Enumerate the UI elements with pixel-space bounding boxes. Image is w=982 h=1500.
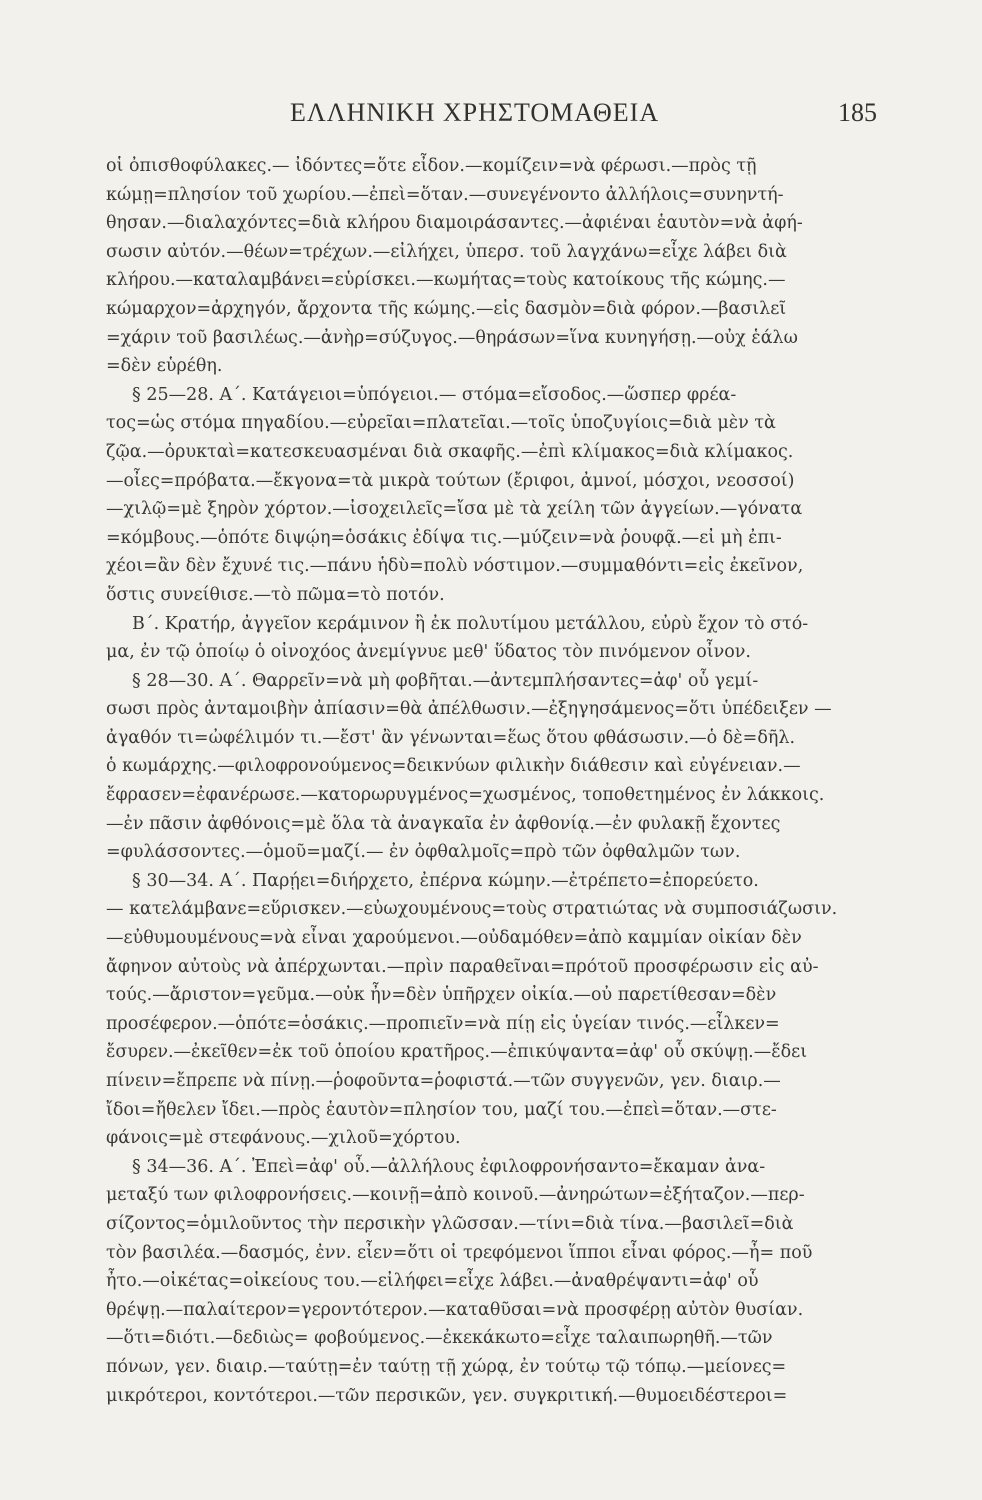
section-start-line: § 30—34. Α΄. Παρῄει=διήρχετο, ἐπέρνα κώμην.—ἐτρέπετο=ἐπορεύετο. (132, 870, 759, 891)
section-start-line: § 25—28. Α΄. Κατάγειοι=ὑπόγειοι.— στόμα=εἴσοδος.—ὥσπερ φρέα- (132, 384, 737, 405)
text-line: τος=ὡς στόμα πηγαδίου.—εὐρεῖαι=πλατεῖαι.—τοῖς ὑποζυγίοις=διὰ μὲν τὰ (106, 413, 776, 434)
text-line: ὁ κωμάρχης.—φιλοφρονούμενος=δεικνύων φιλικὴν διάθεσιν καὶ εὐγένειαν.— (106, 756, 801, 777)
text-line: κώμῃ=πλησίον τοῦ χωρίου.—ἐπεὶ=ὅταν.—συνεγένοντο ἀλλήλοις=συνηντή- (106, 184, 784, 205)
text-line: —ὅτι=διότι.—δεδιὼς= φοβούμενος.—ἐκεκάκωτο=εἶχε ταλαιπωρηθῆ.—τῶν (106, 1328, 773, 1349)
text-line: θησαν.—διαλαχόντες=διὰ κλήρου διαμοιράσαντες.—ἀφιέναι ἑαυτὸν=νὰ ἀφή- (106, 213, 803, 234)
text-line: πόνων, γεν. διαιρ.—ταύτῃ=ἐν ταύτῃ τῇ χώρᾳ, ἐν τούτῳ τῷ τόπῳ.—μείονες= (106, 1356, 787, 1377)
commentary-text (106, 152, 866, 1410)
text-line: μικρότεροι, κοντότεροι.—τῶν περσικῶν, γεν. συγκριτική.—θυμοειδέστεροι= (106, 1385, 788, 1406)
text-line: πίνειν=ἔπρεπε νὰ πίνῃ.—ῥοφοῦντα=ῥοφιστά.—τῶν συγγενῶν, γεν. διαιρ.— (106, 1071, 781, 1091)
page-title: ΕΛΛΗΝΙΚΗ ΧΡΗΣΤΟΜΑΘΕΙΑ (290, 98, 660, 127)
text-line: θρέψῃ.—παλαίτερον=γεροντότερον.—καταθῦσαι=νὰ προσφέρῃ αὐτὸν θυσίαν. (106, 1299, 804, 1320)
text-line: —οἶες=πρόβατα.—ἔκγονα=τὰ μικρὰ τούτων (ἔριφοι, ἀμνοί, μόσχοι, νεοσσοί) (106, 470, 795, 491)
text-line: μεταξύ των φιλοφρονήσεις.—κοινῇ=ἀπὸ κοινοῦ.—ἀνηρώτων=ἐξήταζον.—περ- (106, 1185, 805, 1206)
text-line: προσέφερον.—ὁπότε=ὁσάκις.—προπιεῖν=νὰ πίῃ εἰς ὑγείαν τινός.—εἶλκεν= (106, 1013, 780, 1034)
text-line: —χιλῷ=μὲ ξηρὸν χόρτον.—ἰσοχειλεῖς=ἴσα μὲ τὰ χείλη τῶν ἀγγείων.—γόνατα (106, 499, 803, 520)
text-line: =κόμβους.—ὁπότε διψῴη=ὁσάκις ἐδίψα τις.—μύζειν=νὰ ῥουφᾷ.—εἰ μὴ ἐπι- (106, 527, 782, 548)
text-line: φάνοις=μὲ στεφάνους.—χιλοῦ=χόρτου. (106, 1128, 461, 1149)
text-line: ἔφρασεν=ἐφανέρωσε.—κατορωρυγμένος=χωσμένος, τοποθετημένος ἐν λάκκοις. (106, 785, 825, 806)
text-line: ἴδοι=ἤθελεν ἴδει.—πρὸς ἑαυτὸν=πλησίον του, μαζί του.—ἐπεὶ=ὅταν.—στε- (106, 1099, 777, 1120)
text-line: ἀγαθόν τι=ὠφέλιμόν τι.—ἔστ' ἂν γένωνται=ἕως ὅτου φθάσωσιν.—ὁ δὲ=δῆλ. (106, 727, 796, 748)
text-line: =δὲν εὑρέθη. (106, 356, 223, 377)
text-line: κώμαρχον=ἀρχηγόν, ἄρχοντα τῆς κώμης.—εἰς δασμὸν=διὰ φόρον.—βασιλεῖ (106, 298, 787, 319)
text-line: — κατελάμβανε=εὕρισκεν.—εὐωχουμένους=τοὺς στρατιώτας νὰ συμποσιάζωσιν. (106, 899, 838, 920)
section-start-line: § 28—30. Α΄. Θαρρεῖν=νὰ μὴ φοβῆται.—ἀντεμπλήσαντες=ἀφ' οὗ γεμί- (132, 670, 759, 691)
text-line: ἄφηνον αὐτοὺς νὰ ἀπέρχωνται.—πρὶν παραθεῖναι=πρότοῦ προσφέρωσιν εἰς αὐ- (106, 956, 819, 977)
text-line: ἔσυρεν.—ἐκεῖθεν=ἐκ τοῦ ὁποίου κρατῆρος.—ἐπικύψαντα=ἀφ' οὗ σκύψῃ.—ἔδει (106, 1042, 808, 1063)
section-start-line: Β΄. Κρατήρ, ἀγγεῖον κεράμινον ἢ ἐκ πολυτίμου μετάλλου, εὐρὺ ἔχον τὸ στό- (132, 613, 809, 634)
text-line: ζῷα.—ὀρυκταὶ=κατεσκευασμέναι διὰ σκαφῆς.—ἐπὶ κλίμακος=διὰ κλίμακος. (106, 441, 794, 462)
text-line: σωσιν αὐτόν.—θέων=τρέχων.—εἰλήχει, ὑπερσ. τοῦ λαγχάνω=εἶχε λάβει διὰ (106, 241, 787, 262)
text-line: κλήρου.—καταλαμβάνει=εὑρίσκει.—κωμήτας=τοὺς κατοίκους τῆς κώμης.— (106, 270, 786, 291)
text-line: χέοι=ἂν δὲν ἔχυνέ τις.—πάνυ ἡδὺ=πολὺ νόστιμον.—συμμαθόντι=εἰς ἐκεῖνον, (106, 556, 804, 577)
text-line: οἱ ὀπισθοφύλακες.— ἰδόντες=ὅτε εἶδον.—κομίζειν=νὰ φέρωσι.—πρὸς τῇ (106, 156, 757, 176)
text-line: ὅστις συνείθισε.—τὸ πῶμα=τὸ ποτόν. (106, 584, 445, 605)
text-line: =χάριν τοῦ βασιλέως.—ἀνὴρ=σύζυγος.—θηράσων=ἵνα κυνηγήσῃ.—οὐχ ἑάλω (106, 327, 798, 348)
running-header (0, 98, 982, 138)
page-number: 185 (838, 98, 877, 127)
text-line: μα, ἐν τῷ ὁποίῳ ὁ οἰνοχόος ἀνεμίγνυε μεθ' ὕδατος τὸν πινόμενον οἶνον. (106, 642, 751, 663)
text-line: τὸν βασιλέα.—δασμός, ἐνν. εἶεν=ὅτι οἱ τρεφόμενοι ἵπποι εἶναι φόρος.—ἦ= ποῦ (106, 1242, 813, 1263)
text-line: τούς.—ἄριστον=γεῦμα.—οὐκ ἦν=δὲν ὑπῆρχεν οἰκία.—οὐ παρετίθεσαν=δὲν (106, 985, 777, 1006)
text-line: σωσι πρὸς ἀνταμοιβὴν ἀπίασιν=θὰ ἀπέλθωσιν.—ἐξηγησάμενος=ὅτι ὑπέδειξεν — (106, 699, 832, 720)
text-line: —ἐν πᾶσιν ἀφθόνοις=μὲ ὅλα τὰ ἀναγκαῖα ἐν ἀφθονίᾳ.—ἐν φυλακῇ ἔχοντες (106, 813, 781, 834)
text-line: —εὐθυμουμένους=νὰ εἶναι χαρούμενοι.—οὐδαμόθεν=ἀπὸ καμμίαν οἰκίαν δὲν (106, 928, 802, 949)
text-line: ἦτο.—οἰκέτας=οἰκείους του.—εἰλήφει=εἶχε λάβει.—ἀναθρέψαντι=ἀφ' οὗ (106, 1271, 759, 1292)
text-line: =φυλάσσοντες.—ὁμοῦ=μαζί.— ἐν ὀφθαλμοῖς=πρὸ τῶν ὀφθαλμῶν των. (106, 842, 741, 863)
section-start-line: § 34—36. Α΄. Ἐπεὶ=ἀφ' οὗ.—ἀλλήλους ἐφιλοφρονήσαντο=ἔκαμαν ἀνα- (132, 1156, 766, 1177)
text-line: σίζοντος=ὁμιλοῦντος τὴν περσικὴν γλῶσσαν.—τίνι=διὰ τίνα.—βασιλεῖ=διὰ (106, 1213, 794, 1234)
